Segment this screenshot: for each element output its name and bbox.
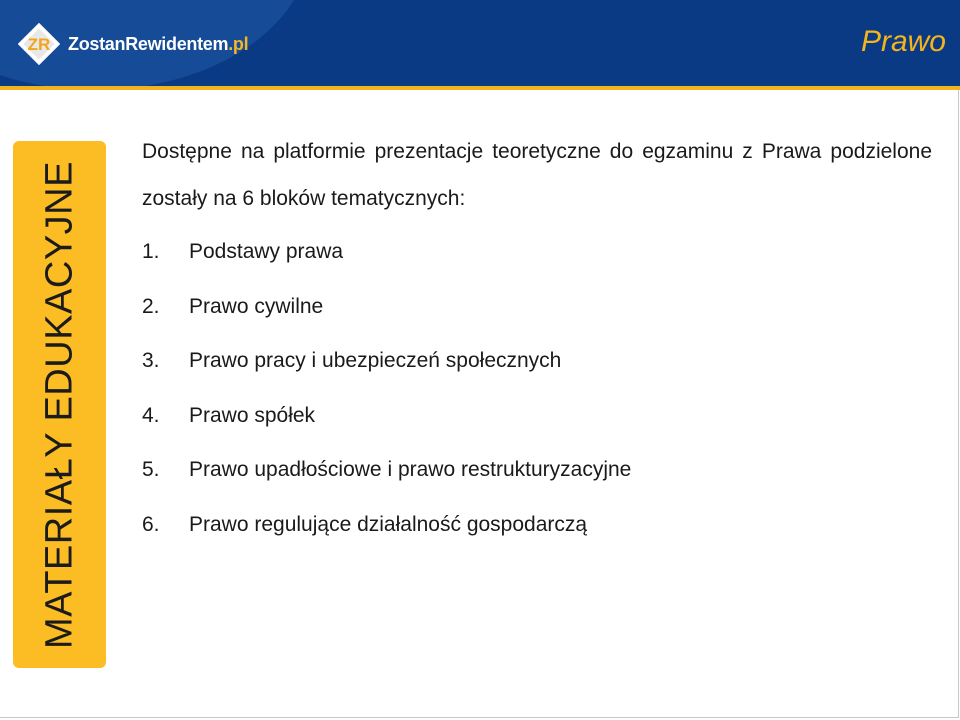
list-number: 1.	[142, 240, 160, 264]
list-item	[142, 443, 932, 498]
list-number: 2.	[142, 294, 160, 318]
list-item	[142, 225, 932, 280]
header-bar	[0, 0, 960, 88]
logo-domain: .pl	[228, 33, 249, 54]
logo[interactable]	[18, 22, 248, 66]
logo-badge-letters: ZR	[27, 35, 51, 54]
sidebar-banner	[13, 141, 106, 668]
list-label: Prawo regulujące działalność gospodarczą	[189, 512, 588, 536]
list-number: 5.	[142, 458, 160, 482]
list-number: 3.	[142, 349, 160, 373]
list-number: 4.	[142, 403, 160, 427]
list-label: Prawo upadłościowe i prawo restrukturyzacyjne	[189, 458, 632, 482]
list-item	[142, 389, 932, 444]
list-number: 6.	[142, 512, 160, 536]
main-content	[142, 128, 932, 552]
list-label: Podstawy prawa	[189, 240, 344, 264]
logo-name: ZostanRewidentem	[68, 33, 229, 54]
page-title: Prawo	[860, 25, 946, 58]
list-item	[142, 334, 932, 389]
logo-text	[68, 34, 248, 55]
list-label: Prawo pracy i ubezpieczeń społecznych	[189, 349, 562, 373]
list-label: Prawo spółek	[189, 403, 316, 427]
topic-list	[142, 225, 932, 552]
sidebar-label: MATERIAŁY EDUKACYJNE	[38, 160, 80, 649]
list-item	[142, 498, 932, 553]
list-label: Prawo cywilne	[189, 294, 324, 318]
list-item	[142, 280, 932, 335]
intro-text: Dostępne na platformie prezentacje teoretyczne do egzaminu z Prawa podzielone zostały na 6 bloków tematycznych:	[142, 140, 932, 210]
logo-badge-icon	[18, 23, 60, 65]
